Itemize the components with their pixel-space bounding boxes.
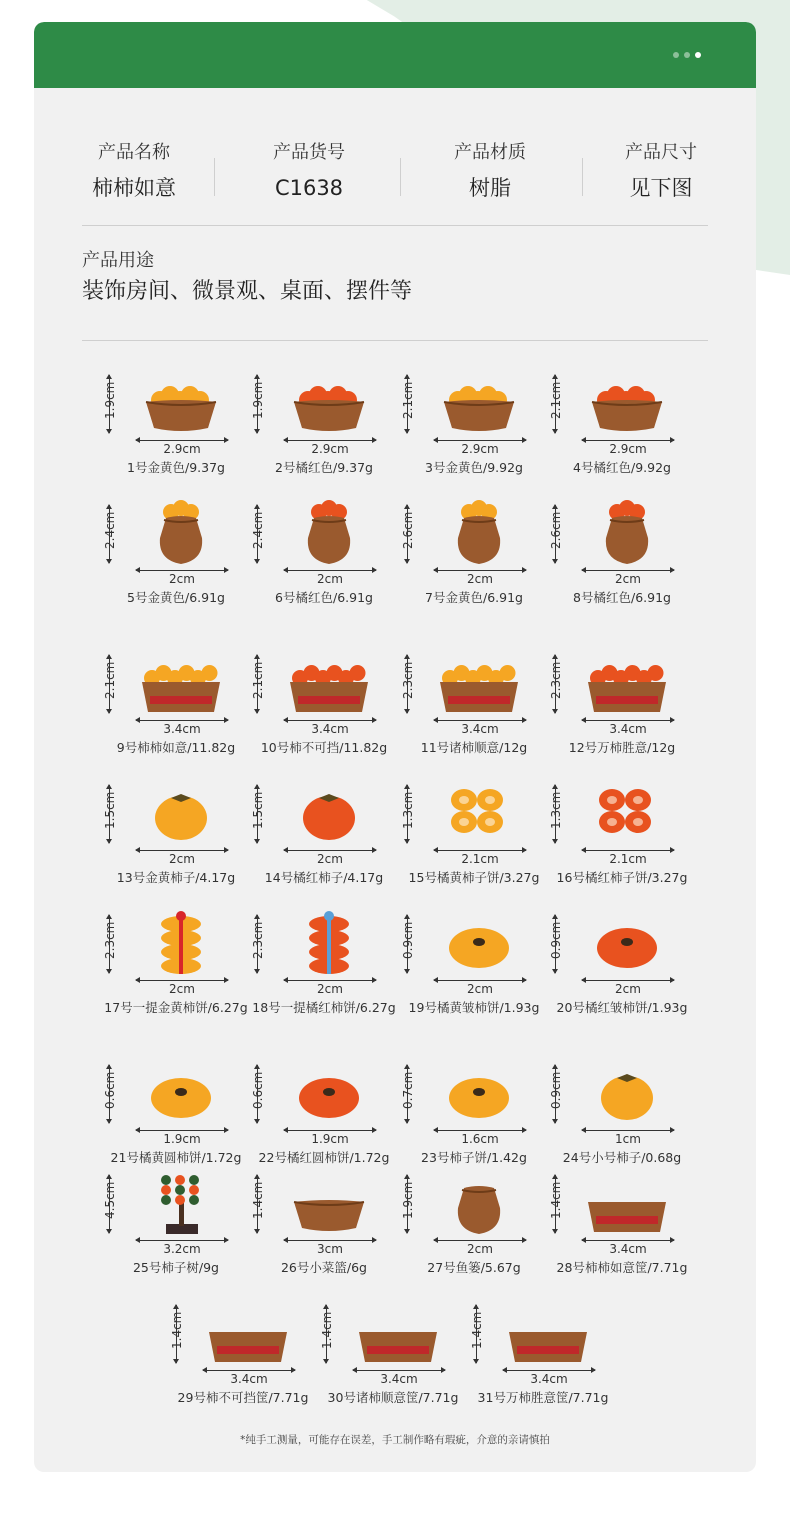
- spec-value: 柿柿如意: [92, 176, 176, 200]
- product-name: 12号万柿胜意/12g: [568, 740, 676, 755]
- width-label: 2cm: [467, 982, 493, 996]
- height-label: 0.9cm: [401, 921, 415, 959]
- product-name: 27号鱼篓/5.67g: [427, 1260, 521, 1275]
- width-label: 2cm: [317, 852, 343, 866]
- product-item: [251, 650, 404, 775]
- width-arrow: [582, 570, 674, 571]
- height-label: 2.1cm: [103, 661, 117, 699]
- product-item: [401, 1170, 554, 1295]
- height-label: 4.5cm: [103, 1181, 117, 1219]
- product-item: [103, 780, 256, 905]
- width-label: 2cm: [467, 1242, 493, 1256]
- product-item: [549, 1170, 702, 1295]
- basket-bowl-gold-persimmons-icon: [434, 368, 524, 442]
- product-item: [103, 1170, 256, 1295]
- basket-jar-gold-persimmons-icon: [434, 498, 524, 572]
- product-item: [251, 370, 404, 495]
- spec-material: [435, 140, 545, 202]
- product-item: [103, 1060, 256, 1185]
- spec-row: [79, 140, 709, 204]
- wrinkled-cake-red-icon: [582, 908, 672, 982]
- width-label: 1.6cm: [461, 1132, 499, 1146]
- persimmon-red-icon: [284, 778, 374, 852]
- product-item: [549, 1060, 702, 1185]
- wrinkled-cake-gold-icon: [434, 908, 524, 982]
- width-arrow: [582, 1130, 674, 1131]
- divider: [582, 158, 583, 196]
- height-label: 0.7cm: [401, 1071, 415, 1109]
- product-name: 10号柿不可挡/11.82g: [260, 740, 388, 755]
- basket-bowl-gold-slices-icon: [136, 368, 226, 442]
- spec-value: 见下图: [629, 176, 693, 200]
- height-label: 2.6cm: [401, 511, 415, 549]
- width-arrow: [434, 980, 526, 981]
- product-item: [549, 370, 702, 495]
- product-name: 1号金黄色/9.37g: [127, 460, 225, 475]
- width-label: 3.4cm: [609, 722, 647, 736]
- width-arrow: [353, 1370, 445, 1371]
- product-item: [251, 910, 404, 1035]
- round-cake-small-icon: [434, 1058, 524, 1132]
- basket-box-red-slices-icon: [284, 648, 374, 722]
- height-label: 2.3cm: [549, 661, 563, 699]
- width-label: 2.9cm: [609, 442, 647, 456]
- product-name: 9号柿柿如意/11.82g: [116, 740, 236, 755]
- width-label: 1.9cm: [163, 1132, 201, 1146]
- product-item: [251, 1060, 404, 1185]
- divider: [400, 158, 401, 196]
- width-label: 2cm: [467, 572, 493, 586]
- empty-box-basket-icon: [503, 1298, 593, 1372]
- product-item: [251, 780, 404, 905]
- width-label: 2.9cm: [311, 442, 349, 456]
- spec-label: 产品尺寸: [625, 142, 697, 163]
- product-item: [401, 910, 554, 1035]
- width-arrow: [284, 570, 376, 571]
- width-arrow: [582, 980, 674, 981]
- persimmon-tree-icon: [136, 1168, 226, 1242]
- product-name: 18号一提橘红柿饼/6.27g: [252, 1000, 396, 1015]
- height-label: 1.3cm: [401, 791, 415, 829]
- height-label: 2.1cm: [251, 661, 265, 699]
- basket-jar-gold-slices-icon: [136, 498, 226, 572]
- height-label: 0.9cm: [549, 1071, 563, 1109]
- product-item: [401, 370, 554, 495]
- empty-fish-basket-icon: [434, 1168, 524, 1242]
- empty-box-basket-icon: [203, 1298, 293, 1372]
- footer-note: *纯手工测量，可能存在误差，手工制作略有瑕疵，介意的亲请慎拍: [240, 1434, 550, 1446]
- product-name: 31号万柿胜意筐/7.71g: [477, 1390, 609, 1405]
- height-label: 1.4cm: [470, 1311, 484, 1349]
- persimmon-cake-tower-gold-icon: [136, 908, 226, 982]
- height-label: 1.9cm: [103, 381, 117, 419]
- height-label: 1.4cm: [170, 1311, 184, 1349]
- height-label: 2.3cm: [103, 921, 117, 959]
- width-arrow: [582, 850, 674, 851]
- width-arrow: [284, 980, 376, 981]
- product-name: 14号橘红柿子/4.17g: [264, 870, 384, 885]
- product-item: [251, 1170, 404, 1295]
- height-label: 2.1cm: [549, 381, 563, 419]
- width-label: 2cm: [169, 982, 195, 996]
- height-label: 1.4cm: [320, 1311, 334, 1349]
- product-name: 5号金黄色/6.91g: [127, 590, 225, 605]
- product-item: [103, 650, 256, 775]
- width-arrow: [136, 570, 228, 571]
- product-name: 30号诸柿顺意筐/7.71g: [327, 1390, 459, 1405]
- width-arrow: [136, 1130, 228, 1131]
- round-cake-gold-icon: [136, 1058, 226, 1132]
- basket-box-gold-persimmons-icon: [434, 648, 524, 722]
- persimmon-small-icon: [582, 1058, 672, 1132]
- spec-label: 产品名称: [98, 142, 170, 163]
- width-arrow: [284, 850, 376, 851]
- basket-jar-red-persimmons-icon: [582, 498, 672, 572]
- width-arrow: [284, 720, 376, 721]
- product-name: 29号柿不可挡筐/7.71g: [177, 1390, 309, 1405]
- dot-active-icon: [695, 52, 701, 58]
- divider: [82, 225, 708, 226]
- persimmon-cake-tower-red-icon: [284, 908, 374, 982]
- product-name: 22号橘红圆柿饼/1.72g: [258, 1150, 390, 1165]
- divider: [82, 340, 708, 341]
- product-item: [103, 500, 256, 625]
- product-item: [401, 1060, 554, 1185]
- product-name: 13号金黄柿子/4.17g: [116, 870, 236, 885]
- width-arrow: [136, 980, 228, 981]
- round-cake-red-icon: [284, 1058, 374, 1132]
- width-label: 2cm: [169, 852, 195, 866]
- empty-box-basket-icon: [353, 1298, 443, 1372]
- width-label: 1.9cm: [311, 1132, 349, 1146]
- width-label: 2.1cm: [461, 852, 499, 866]
- product-item: [103, 370, 256, 495]
- width-arrow: [434, 1240, 526, 1241]
- product-item: [549, 500, 702, 625]
- product-name: 4号橘红色/9.92g: [573, 460, 671, 475]
- card-header: [34, 22, 756, 88]
- width-label: 2cm: [317, 982, 343, 996]
- width-arrow: [136, 850, 228, 851]
- spec-product-code: [254, 140, 364, 202]
- product-card: [34, 22, 756, 1472]
- height-label: 2.3cm: [401, 661, 415, 699]
- product-item: [401, 500, 554, 625]
- spec-value: C1638: [274, 176, 344, 200]
- dot-icon: [673, 52, 679, 58]
- width-label: 2cm: [615, 572, 641, 586]
- width-arrow: [434, 1130, 526, 1131]
- pagination-dots: [673, 52, 701, 58]
- product-name: 16号橘红柿子饼/3.27g: [556, 870, 688, 885]
- spec-label: 产品材质: [454, 142, 526, 163]
- product-item: [103, 910, 256, 1035]
- width-arrow: [434, 440, 526, 441]
- spec-value: 树脂: [469, 176, 511, 200]
- width-label: 2.1cm: [609, 852, 647, 866]
- product-name: 3号金黄色/9.92g: [425, 460, 523, 475]
- product-item: [170, 1300, 323, 1425]
- empty-bowl-basket-icon: [284, 1168, 374, 1242]
- width-arrow: [582, 720, 674, 721]
- product-name: 28号柿柿如意筐/7.71g: [556, 1260, 688, 1275]
- divider: [214, 158, 215, 196]
- product-item: [549, 910, 702, 1035]
- width-label: 3.4cm: [311, 722, 349, 736]
- width-label: 3.4cm: [609, 1242, 647, 1256]
- width-arrow: [434, 570, 526, 571]
- empty-box-basket-icon: [582, 1168, 672, 1242]
- height-label: 2.1cm: [401, 381, 415, 419]
- width-arrow: [136, 1240, 228, 1241]
- product-item: [549, 650, 702, 775]
- product-item: [401, 650, 554, 775]
- width-label: 2.9cm: [461, 442, 499, 456]
- usage-label: 产品用途: [82, 250, 154, 271]
- product-name: 6号橘红色/6.91g: [275, 590, 373, 605]
- height-label: 2.3cm: [251, 921, 265, 959]
- width-label: 3.4cm: [230, 1372, 268, 1386]
- product-name: 19号橘黄皱柿饼/1.93g: [408, 1000, 540, 1015]
- product-name: 23号柿子饼/1.42g: [421, 1150, 527, 1165]
- width-arrow: [203, 1370, 295, 1371]
- product-name: 11号诸柿顺意/12g: [420, 740, 528, 755]
- width-arrow: [434, 850, 526, 851]
- height-label: 1.9cm: [251, 381, 265, 419]
- height-label: 0.6cm: [103, 1071, 117, 1109]
- width-label: 3.4cm: [163, 722, 201, 736]
- height-label: 1.4cm: [251, 1181, 265, 1219]
- basket-box-red-persimmons-icon: [582, 648, 672, 722]
- width-arrow: [136, 440, 228, 441]
- height-label: 2.4cm: [103, 511, 117, 549]
- width-arrow: [582, 440, 674, 441]
- persimmon-cake-stack-red-icon: [582, 778, 672, 852]
- height-label: 1.4cm: [549, 1181, 563, 1219]
- spec-product-name: [79, 140, 189, 202]
- product-name: 8号橘红色/6.91g: [573, 590, 671, 605]
- width-label: 1cm: [615, 1132, 641, 1146]
- product-item: [320, 1300, 473, 1425]
- width-label: 2cm: [169, 572, 195, 586]
- persimmon-cake-stack-gold-icon: [434, 778, 524, 852]
- width-label: 2.9cm: [163, 442, 201, 456]
- product-item: [549, 780, 702, 905]
- width-arrow: [284, 440, 376, 441]
- width-label: 3.4cm: [530, 1372, 568, 1386]
- product-name: 25号柿子树/9g: [132, 1260, 219, 1275]
- product-name: 26号小菜篮/6g: [280, 1260, 367, 1275]
- basket-bowl-red-persimmons-icon: [582, 368, 672, 442]
- product-item: [470, 1300, 623, 1425]
- width-arrow: [284, 1240, 376, 1241]
- height-label: 2.6cm: [549, 511, 563, 549]
- height-label: 0.9cm: [549, 921, 563, 959]
- width-arrow: [582, 1240, 674, 1241]
- width-arrow: [136, 720, 228, 721]
- height-label: 1.5cm: [103, 791, 117, 829]
- spec-label: 产品货号: [273, 142, 345, 163]
- product-item: [251, 500, 404, 625]
- height-label: 2.4cm: [251, 511, 265, 549]
- basket-box-gold-slices-icon: [136, 648, 226, 722]
- basket-jar-red-slices-icon: [284, 498, 374, 572]
- persimmon-gold-icon: [136, 778, 226, 852]
- dot-icon: [684, 52, 690, 58]
- product-item: [401, 780, 554, 905]
- height-label: 1.5cm: [251, 791, 265, 829]
- width-label: 3.2cm: [163, 1242, 201, 1256]
- spec-size: [606, 140, 716, 202]
- product-name: 7号金黄色/6.91g: [425, 590, 523, 605]
- width-arrow: [503, 1370, 595, 1371]
- width-label: 2cm: [615, 982, 641, 996]
- height-label: 1.9cm: [401, 1181, 415, 1219]
- width-label: 3cm: [317, 1242, 343, 1256]
- product-name: 17号一提金黄柿饼/6.27g: [104, 1000, 248, 1015]
- product-name: 21号橘黄圆柿饼/1.72g: [110, 1150, 242, 1165]
- width-label: 3.4cm: [461, 722, 499, 736]
- basket-bowl-red-slices-icon: [284, 368, 374, 442]
- product-name: 15号橘黄柿子饼/3.27g: [408, 870, 540, 885]
- width-arrow: [284, 1130, 376, 1131]
- width-label: 2cm: [317, 572, 343, 586]
- height-label: 1.3cm: [549, 791, 563, 829]
- width-label: 3.4cm: [380, 1372, 418, 1386]
- product-name: 2号橘红色/9.37g: [275, 460, 373, 475]
- height-label: 0.6cm: [251, 1071, 265, 1109]
- width-arrow: [434, 720, 526, 721]
- product-name: 24号小号柿子/0.68g: [562, 1150, 682, 1165]
- product-name: 20号橘红皱柿饼/1.93g: [556, 1000, 688, 1015]
- usage-value: 装饰房间、微景观、桌面、摆件等: [82, 279, 413, 304]
